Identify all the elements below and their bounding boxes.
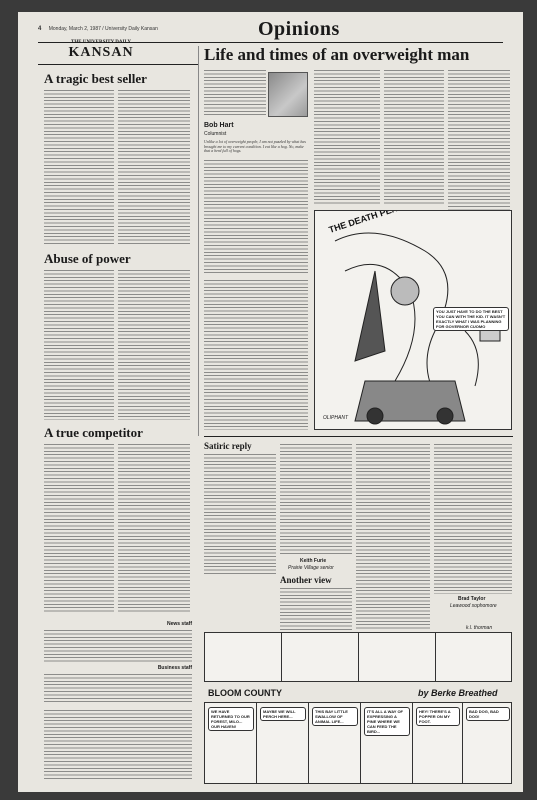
editorial-2-headline: Abuse of power xyxy=(44,251,131,266)
letter-2-body-col-2 xyxy=(356,444,430,630)
editorial-1-body-col-1 xyxy=(44,90,114,245)
masthead-top-line: THE UNIVERSITY DAILY xyxy=(71,40,131,45)
column-body-col-1 xyxy=(204,160,308,275)
comic-panel-2 xyxy=(257,703,309,783)
dateline: Monday, March 2, 1987 / University Daily Kansan xyxy=(48,26,158,32)
comic-panel-4-text: IT'S ALL A WAY OF EXPRESSING A PINE WHERE WE CAN FEED THE BIRD... xyxy=(364,707,410,736)
letter-2-body-col-3 xyxy=(434,444,512,594)
staff-box xyxy=(44,622,192,627)
letter-2-signer-detail: Leawood sophomore xyxy=(450,603,497,609)
editorial-cartoon xyxy=(314,210,512,430)
comic-panel-6-text: BAD DOG, BAD DOG! xyxy=(466,707,510,721)
column-body-col-3 xyxy=(384,70,444,205)
columnist-role: Columnist xyxy=(204,131,227,137)
letter-1-signer-detail: Prairie Village senior xyxy=(288,565,334,571)
comic-panel-5 xyxy=(413,703,463,783)
section-title: Opinions xyxy=(258,18,340,40)
letter-2-signer: Brad Taylor xyxy=(458,596,486,602)
small-strip-panel-3 xyxy=(359,633,436,681)
small-strip-panel-2 xyxy=(282,633,359,681)
small-strip-panel-1 xyxy=(205,633,282,681)
editorial-2-body-col-2 xyxy=(118,270,190,420)
letter-1-headline: Satiric reply xyxy=(204,441,252,451)
news-staff-label: News staff xyxy=(166,621,192,627)
policy-text xyxy=(44,710,192,780)
page-number: 4 xyxy=(38,26,42,32)
column-divider xyxy=(198,46,199,436)
column-body-col-1b xyxy=(204,280,308,430)
page-header-line xyxy=(38,26,158,32)
news-staff-list xyxy=(44,630,192,664)
comic-panel-3-text: THIS BAY LITTLE SWALLOW OF ANIMAL LIFE... xyxy=(312,707,358,726)
masthead-rule xyxy=(38,64,198,65)
editorial-3-body-col-1 xyxy=(44,444,114,614)
editorial-1-body-col-2 xyxy=(118,90,190,245)
cartoon-speech-bubble: YOU JUST HAVE TO DO THE BEST YOU CAN WITH THE KID. IT WASN'T EXACTLY WHAT I WAS PLANNING FOR GOVERNOR CUOMO xyxy=(433,307,509,331)
comic-panel-2-text: MAYBE WE WILL PERCH HERE... xyxy=(260,707,306,721)
business-staff-list xyxy=(44,674,192,704)
comic-title: BLOOM COUNTY xyxy=(208,688,282,698)
newspaper-page xyxy=(18,12,523,792)
masthead-name: KANSAN xyxy=(68,45,134,60)
letters-rule xyxy=(204,436,513,437)
editorial-2-body-col-1 xyxy=(44,270,114,420)
business-staff-label: Business staff xyxy=(157,665,192,671)
column-body-col-2 xyxy=(314,70,380,205)
comic-panel-1-text: WE HAVE RETURNED TO OUR FOREST, MILO... OUR HAVEN! xyxy=(208,707,254,731)
editorial-1-headline: A tragic best seller xyxy=(44,71,147,86)
cartoon-signature: OLIPHANT xyxy=(323,415,349,421)
bloom-county-strip xyxy=(204,702,512,784)
small-masthead xyxy=(46,40,156,61)
letter-2-body-col-1 xyxy=(280,588,352,630)
letter-1-body-col-2 xyxy=(280,444,352,556)
columnist-photo xyxy=(268,72,308,117)
letter-2-headline: Another view xyxy=(280,575,332,585)
editorial-3-body-col-2 xyxy=(118,444,190,614)
small-strip-signature: k.l. thorman xyxy=(466,625,493,631)
comic-panel-3 xyxy=(309,703,361,783)
column-pullquote: Unlike a lot of overweight people, I am not puzzled by what has brought me to my current condition. I eat like a hog. No, make that a herd full of hogs. xyxy=(204,139,306,153)
column-headline: Life and times of an overweight man xyxy=(204,45,470,64)
column-intro-text xyxy=(204,70,266,115)
editorial-3-headline: A true competitor xyxy=(44,425,143,440)
small-strip-panel-4 xyxy=(436,633,512,681)
comic-panel-4 xyxy=(361,703,413,783)
business-staff-box xyxy=(44,666,192,671)
small-comic-strip xyxy=(204,632,512,682)
comic-panel-6 xyxy=(463,703,512,783)
columnist-name: Bob Hart xyxy=(204,122,234,129)
comic-byline: by Berke Breathed xyxy=(418,688,498,698)
letter-1-body-col-1 xyxy=(204,454,276,574)
comic-panel-5-text: HEY! THERE'S A POPPER ON MY FOOT. xyxy=(416,707,460,726)
comic-panel-1 xyxy=(205,703,257,783)
letter-1-signer: Keith Furie xyxy=(300,558,327,564)
